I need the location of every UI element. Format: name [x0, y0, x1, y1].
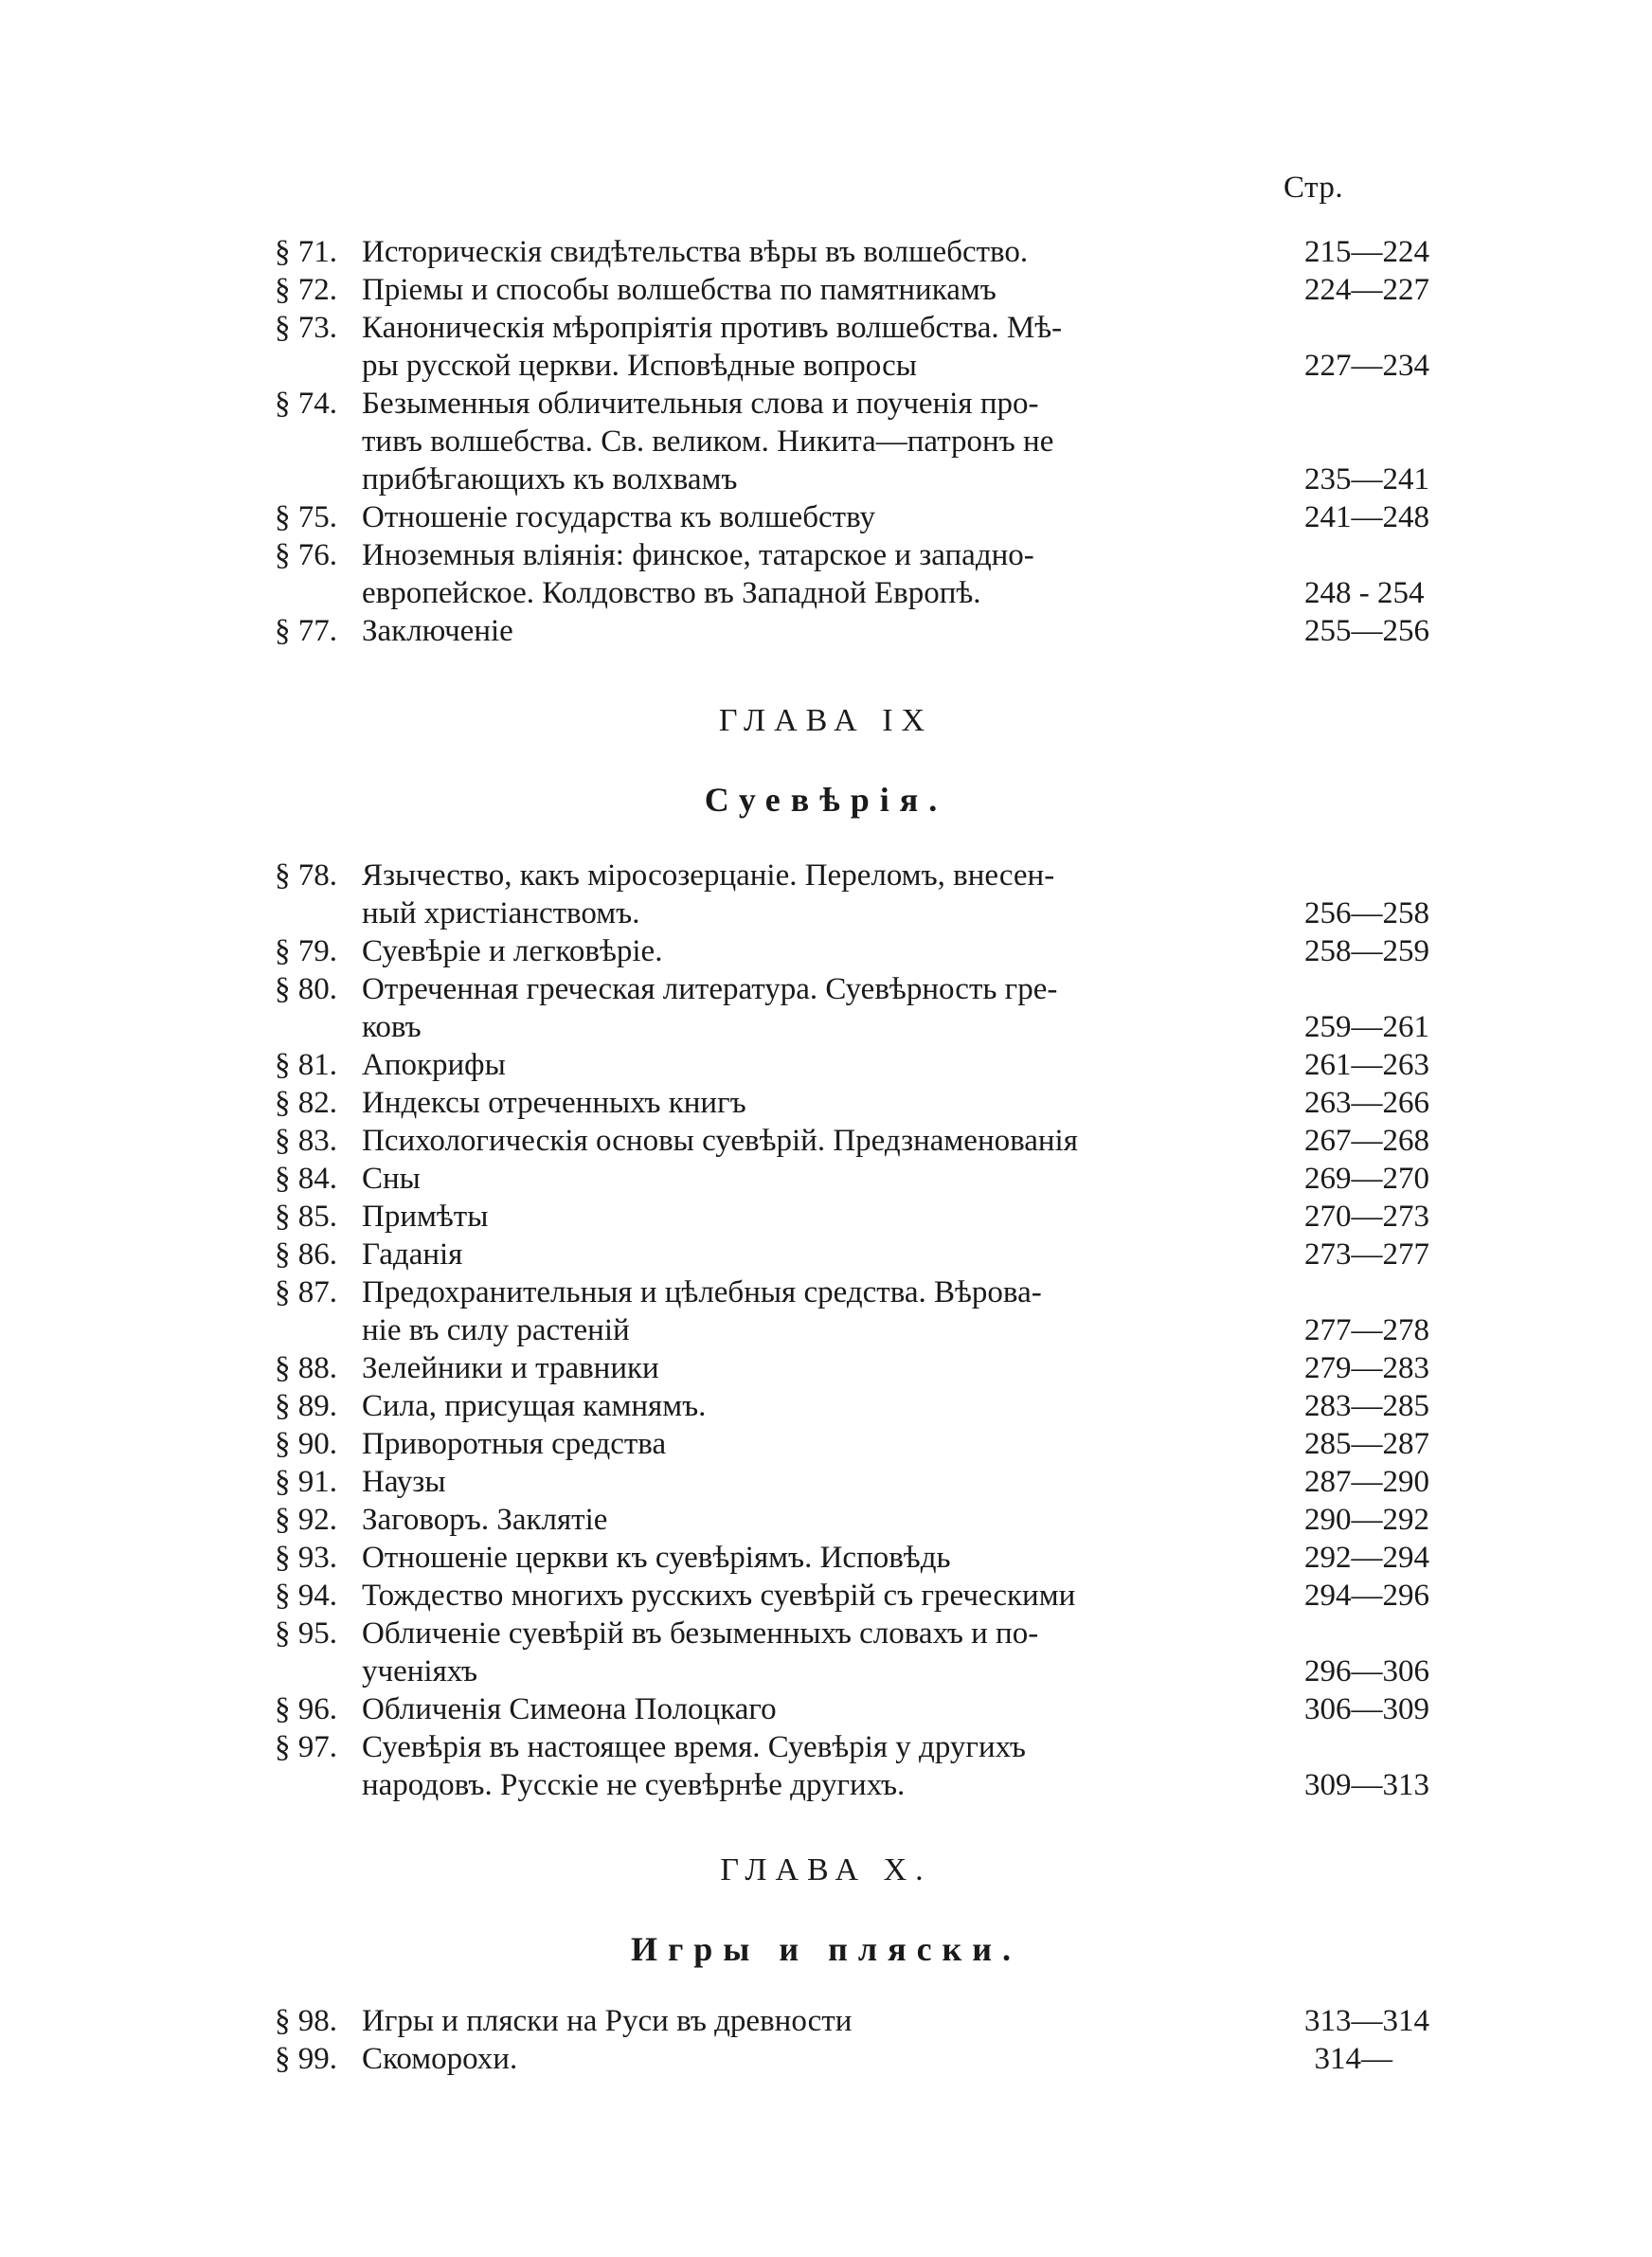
entry-pages: 255—256 [1304, 614, 1429, 648]
toc-entry [275, 1122, 1429, 1160]
toc-entry [275, 1198, 1429, 1236]
entry-pages: 292—294 [1304, 1541, 1429, 1575]
toc-entry [275, 233, 1429, 271]
entry-number: § 78. [275, 858, 337, 893]
entry-number: § 81. [275, 1048, 337, 1082]
entry-pages: 294—296 [1304, 1579, 1429, 1613]
entry-title: Суевѣріе и легковѣріе. [362, 934, 663, 968]
entry-title: Скоморохи. [362, 2042, 518, 2076]
entry-title: Приворотныя средства [362, 1427, 667, 1461]
entry-title: Заговоръ. Заклятіе [362, 1503, 608, 1537]
entry-title: Отношеніе государства къ волшебству [362, 500, 876, 534]
entry-number: § 95. [275, 1616, 337, 1651]
entry-number: § 91. [275, 1465, 337, 1499]
entry-title: Обличеніе суевѣрій въ безыменныхъ словахъ и по- ученіяхъ [362, 1616, 1039, 1688]
toc-entry [275, 1463, 1429, 1501]
entry-number: § 85. [275, 1200, 337, 1234]
entry-title: Апокрифы [362, 1048, 506, 1082]
toc-entry [275, 1539, 1429, 1577]
entry-pages: 287—290 [1304, 1465, 1429, 1499]
entry-number: § 92. [275, 1503, 337, 1537]
entry-title: Примѣты [362, 1200, 489, 1234]
entry-title: Историческія свидѣтельства вѣры въ волшебство. [362, 235, 1029, 269]
entry-pages: 263—266 [1304, 1086, 1429, 1120]
entry-pages: 270—273 [1304, 1200, 1429, 1234]
entry-pages: 256—258 [1304, 896, 1429, 930]
entry-pages: 241—248 [1304, 500, 1429, 534]
entry-pages: 258—259 [1304, 934, 1429, 968]
entry-title: Предохранительныя и цѣлебныя средства. Вѣрова- ніе въ силу растеній [362, 1275, 1042, 1347]
entry-title: Психологическія основы суевѣрій. Предзнаменованія [362, 1124, 1078, 1158]
entry-title: Сила, присущая камнямъ. [362, 1389, 707, 1423]
entry-number: § 84. [275, 1162, 337, 1196]
entry-pages: 235—241 [1304, 462, 1429, 497]
entry-title: Тождество многихъ русскихъ суевѣрій съ греческими [362, 1579, 1076, 1613]
entry-title: Безыменныя обличительныя слова и поученія про- тивъ волшебства. Св. великом. Никита—патронъ не прибѣгающихъ къ волхвамъ [362, 387, 1054, 497]
entry-pages: 290—292 [1304, 1503, 1429, 1537]
entry-number: § 80. [275, 972, 337, 1006]
chapter-heading: ГЛАВА IX [718, 703, 934, 738]
entry-number: § 75. [275, 500, 337, 534]
pages-column-header: Стр. [1284, 171, 1344, 205]
toc-section-2 [275, 857, 1429, 1804]
entry-number: § 76. [275, 538, 337, 572]
entry-number: § 73. [275, 311, 337, 345]
toc-entry [275, 536, 1425, 612]
entry-pages: 269—270 [1304, 1162, 1429, 1196]
entry-pages: 273—277 [1304, 1237, 1429, 1272]
entry-pages: 279—283 [1304, 1351, 1429, 1385]
entry-pages: 283—285 [1304, 1389, 1429, 1423]
chapter-title: Игры и пляски. [630, 1930, 1022, 1968]
entry-number: § 83. [275, 1124, 337, 1158]
entry-pages: 267—268 [1304, 1124, 1429, 1158]
entry-title: Отреченная греческая литература. Суевѣрность гре- ковъ [362, 972, 1058, 1044]
entry-number: § 90. [275, 1427, 337, 1461]
entry-pages: 215—224 [1304, 235, 1429, 269]
chapter-title: Суевѣрія. [704, 781, 948, 819]
entry-pages: 285—287 [1304, 1427, 1429, 1461]
toc-entry [275, 970, 1429, 1046]
toc-entry [275, 1615, 1429, 1690]
toc-entry [275, 1084, 1429, 1122]
entry-pages: 277—278 [1304, 1313, 1429, 1347]
chapter-heading: ГЛАВА X. [720, 1852, 932, 1887]
toc-entry [275, 1349, 1429, 1387]
toc-entry [275, 1501, 1429, 1539]
toc-entry [275, 857, 1429, 932]
toc-entry [275, 309, 1429, 385]
toc-entry [275, 2040, 1392, 2078]
entry-number: § 88. [275, 1351, 337, 1385]
toc-entry [275, 612, 1429, 650]
entry-title: Гаданія [362, 1237, 463, 1272]
entry-title: Отношеніе церкви къ суевѣріямъ. Исповѣдь [362, 1541, 951, 1575]
entry-number: § 96. [275, 1692, 337, 1726]
entry-number: § 77. [275, 614, 337, 648]
entry-pages: 259—261 [1304, 1010, 1429, 1044]
entry-number: § 74. [275, 387, 337, 421]
toc-entry [275, 1046, 1429, 1084]
toc-entry [275, 271, 1429, 309]
entry-title: Пріемы и способы волшебства по памятникамъ [362, 273, 997, 307]
toc-entry [275, 385, 1429, 498]
entry-pages: 306—309 [1304, 1692, 1429, 1726]
entry-title: Иноземныя вліянія: финское, татарское и западно- европейское. Колдовство въ Западной Европѣ. [362, 538, 1034, 610]
entry-number: § 99. [275, 2042, 337, 2076]
entry-title: Наузы [362, 1465, 446, 1499]
entry-number: § 87. [275, 1275, 337, 1309]
entry-number: § 79. [275, 934, 337, 968]
entry-number: § 89. [275, 1389, 337, 1423]
entry-pages: 296—306 [1304, 1654, 1429, 1688]
entry-number: § 86. [275, 1237, 337, 1272]
entry-title: Суевѣрія въ настоящее время. Суевѣрія у другихъ народовъ. Русскіе не суевѣрнѣе другихъ. [362, 1730, 1026, 1802]
entry-title: Язычество, какъ міросозерцаніе. Переломъ, внесен- ный христіанствомъ. [362, 858, 1055, 930]
entry-title: Сны [362, 1162, 421, 1196]
toc-entry [275, 1273, 1429, 1349]
entry-pages: 313—314 [1304, 2004, 1429, 2038]
toc-entry [275, 2002, 1429, 2040]
entry-number: § 93. [275, 1541, 337, 1575]
toc-section-1 [275, 233, 1429, 650]
entry-pages: 314— [1314, 2042, 1392, 2076]
toc-entry [275, 1236, 1429, 1273]
toc-section-3 [275, 2002, 1429, 2078]
toc-entry [275, 1728, 1429, 1804]
entry-pages: 248 - 254 [1304, 576, 1425, 610]
toc-entry [275, 1577, 1429, 1615]
toc-entry [275, 498, 1429, 536]
entry-pages: 227—234 [1304, 349, 1429, 383]
entry-pages: 309—313 [1304, 1768, 1429, 1802]
toc-entry [275, 1425, 1429, 1463]
entry-pages: 261—263 [1304, 1048, 1429, 1082]
toc-entry [275, 1690, 1429, 1728]
entry-title: Зелейники и травники [362, 1351, 659, 1385]
entry-title: Каноническія мѣропріятія противъ волшебства. Мѣ- ры русской церкви. Исповѣдные вопросы [362, 311, 1063, 383]
entry-number: § 97. [275, 1730, 337, 1764]
entry-title: Индексы отреченныхъ книгъ [362, 1086, 746, 1120]
toc-entry [275, 1160, 1429, 1198]
entry-number: § 94. [275, 1579, 337, 1613]
entry-number: § 82. [275, 1086, 337, 1120]
entry-number: § 72. [275, 273, 337, 307]
entry-title: Игры и пляски на Руси въ древности [362, 2004, 853, 2038]
entry-title: Обличенія Симеона Полоцкаго [362, 1692, 777, 1726]
entry-pages: 224—227 [1304, 273, 1429, 307]
toc-entry [275, 932, 1429, 970]
entry-number: § 98. [275, 2004, 337, 2038]
entry-title: Заключеніе [362, 614, 513, 648]
entry-number: § 71. [275, 235, 337, 269]
toc-entry [275, 1387, 1429, 1425]
